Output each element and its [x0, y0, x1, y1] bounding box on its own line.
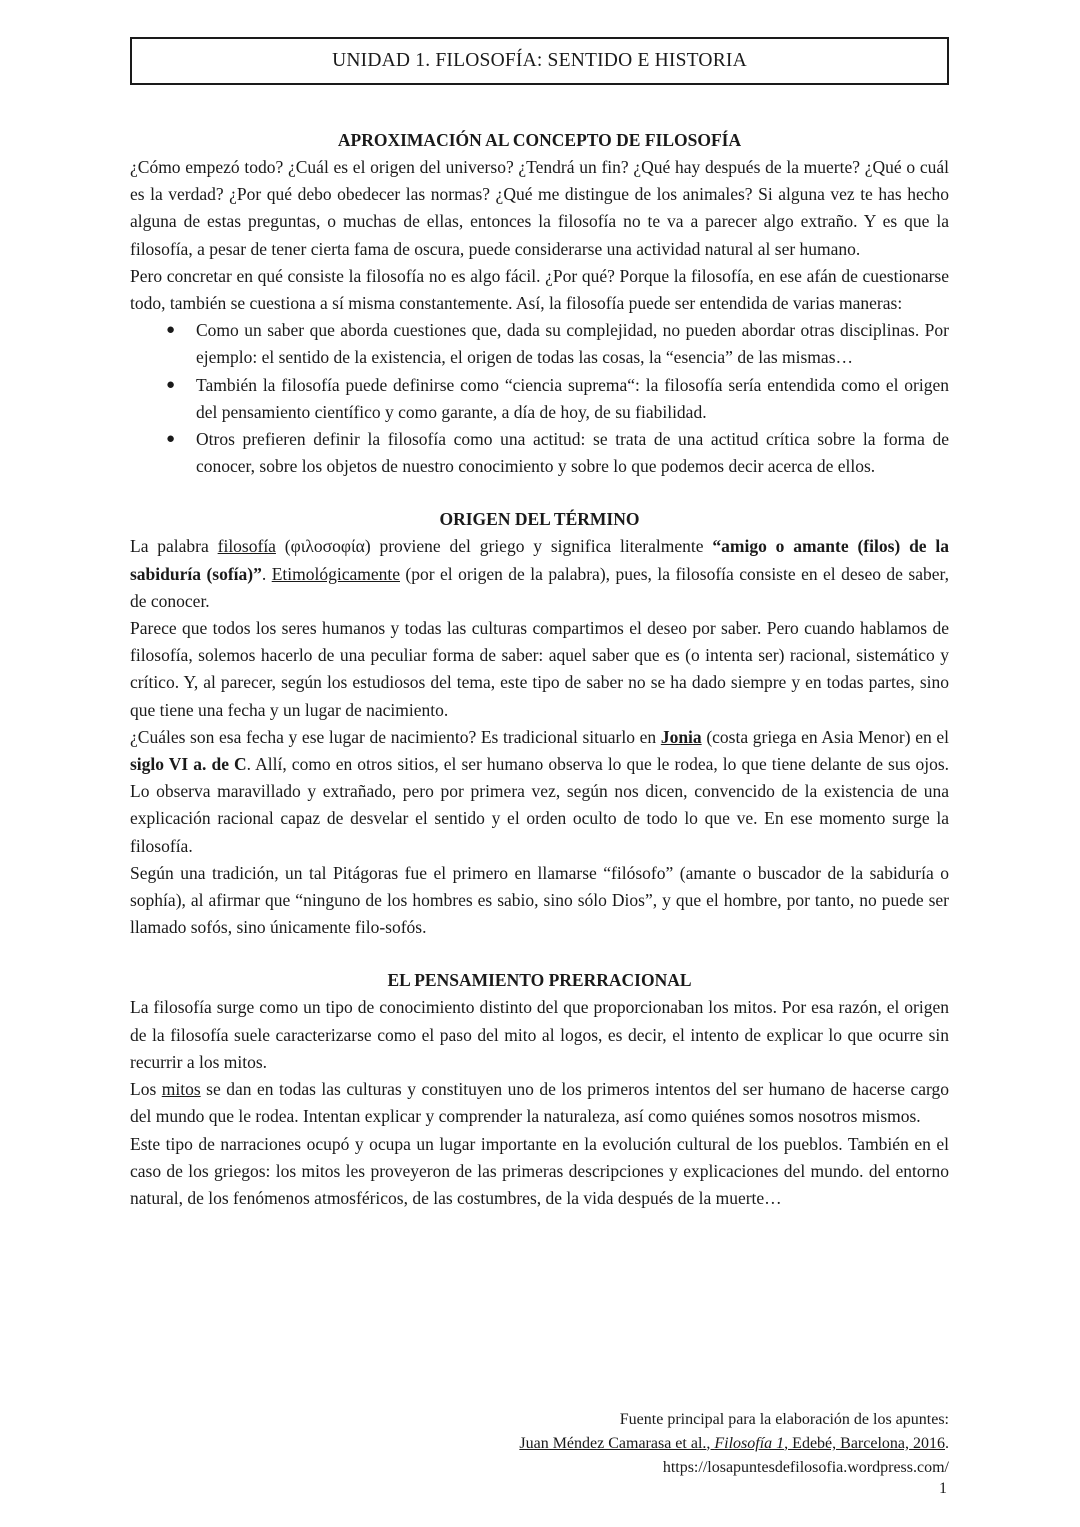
citation-separator: ,	[706, 1435, 715, 1452]
unit-title: UNIDAD 1. FILOSOFÍA: SENTIDO E HISTORIA	[332, 50, 747, 71]
paragraph: Este tipo de narraciones ocupó y ocupa un lugar importante en la evolución cultural de los pueblos. También en el caso de los griegos: los mitos les proveyeron de las primeras descripciones y explicaciones del mundo. del entorno natural, de los fenómenos atmosféricos, de las costumbres, de la vida después de la muerte…	[130, 1133, 949, 1208]
text-run: (costa griega en Asia Menor) en el	[701, 726, 949, 747]
list-item-text: Otros prefieren definir la filosofía como una actitud: se trata de una actitud crítica sobre la forma de conocer, sobre los objetos de nuestro conocimiento y sobre lo que podemos decir acerca de ellos.	[196, 429, 949, 477]
list-item	[130, 372, 949, 426]
bullet-icon: ●	[166, 322, 176, 339]
section-concept	[130, 127, 949, 480]
source-label: Fuente principal para la elaboración de los apuntes:	[619, 1411, 949, 1428]
citation-book: Filosofía 1	[714, 1435, 785, 1452]
source-footer	[519, 1408, 949, 1480]
text-run: se dan en todas las culturas y constituyen uno de los primeros intentos del ser humano de hacerse cargo del mundo que le rodea. Intentan explicar y comprender la naturaleza, así como quiénes somos nosotros mismos.	[130, 1079, 949, 1127]
page-number: 1	[939, 1480, 947, 1497]
citation-end: .	[945, 1435, 949, 1452]
unit-title-box	[130, 37, 949, 85]
text-run: .	[261, 563, 272, 584]
text-run: Los	[130, 1079, 162, 1100]
bullet-icon: ●	[166, 431, 176, 448]
bullet-icon: ●	[166, 376, 176, 393]
document-page	[130, 37, 949, 1212]
underlined-bold-term: Jonia	[660, 726, 702, 747]
paragraph: Parece que todos los seres humanos y todas las culturas compartimos el deseo por saber. Pero cuando hablamos de filosofía, solemos hacerlo de una peculiar forma de saber: aquel saber que es (o intenta ser) racional, sistemático y crítico. Y, al parecer, según los estudiosos del tema, este tipo de saber no se ha dado siempre y en todas partes, sino que tiene una fecha y un lugar de nacimiento.	[130, 618, 949, 720]
source-url: https://losapuntesdefilosofia.wordpress.com/	[662, 1459, 949, 1476]
list-item-text: Como un saber que aborda cuestiones que, dada su complejidad, no pueden abordar otras disciplinas. Por ejemplo: el sentido de la existencia, el origen de todas las cosas, la “esencia” de las mismas…	[196, 320, 949, 368]
underlined-term: mitos	[161, 1079, 201, 1100]
section-title-term-origin: ORIGEN DEL TÉRMINO	[439, 509, 640, 530]
section-title-prerational: EL PENSAMIENTO PRERRACIONAL	[387, 970, 692, 991]
list-item	[130, 317, 949, 371]
text-run: . Allí, como en otros sitios, el ser humano observa lo que le rodea, lo que tiene delante de sus ojos. Lo observa maravillado y extrañado, pero por primera vez, según nos dicen, convencido de la existencia de una explicación racional capaz de desvelar el sentido y el orden oculto de todo lo que ve. En ese momento surge la filosofía.	[130, 754, 950, 856]
paragraph	[130, 533, 949, 615]
paragraph: Pero concretar en qué consiste la filosofía no es algo fácil. ¿Por qué? Porque la filosofía, en ese afán de cuestionarse todo, también se cuestiona a sí misma constantemente. Así, la filosofía puede ser entendida de varias maneras:	[130, 265, 949, 314]
list-item-text: También la filosofía puede definirse como “ciencia suprema“: la filosofía sería entendida como el origen del pensamiento científico y como garante, a día de hoy, de su fiabilidad.	[196, 374, 949, 422]
text-run: (por el origen de la palabra), pues, la filosofía consiste en el deseo de saber, de conocer.	[130, 563, 949, 611]
paragraph	[130, 1076, 949, 1130]
text-run: ¿Cuáles son esa fecha y ese lugar de nacimiento? Es tradicional situarlo en	[130, 726, 661, 747]
section-title-concept: APROXIMACIÓN AL CONCEPTO DE FILOSOFÍA	[337, 130, 742, 150]
source-citation	[519, 1432, 949, 1456]
text-run: (φιλοσοφία) proviene del griego y significa literalmente	[275, 536, 713, 557]
underlined-term: Etimológicamente	[271, 563, 400, 584]
bold-definition: “amigo o amante (filos) de la sabiduría (sofía)”	[130, 536, 950, 584]
paragraph	[130, 724, 949, 860]
paragraph: ¿Cómo empezó todo? ¿Cuál es el origen del universo? ¿Tendrá un fin? ¿Qué hay después de la muerte? ¿Qué o cuál es la verdad? ¿Por qué debo obedecer las normas? ¿Qué me distingue de los animales? Si alguna vez te has hecho alguna de estas preguntas, o muchas de ellas, entonces la filosofía no te va a parecer algo extraño. Y es que la filosofía, a pesar de tener cierta fama de oscura, puede considerarse una actividad natural al ser humano.	[130, 157, 949, 259]
text-run: La palabra	[130, 536, 218, 557]
definitions-list	[130, 317, 949, 480]
bold-term: siglo VI a. de C	[130, 754, 247, 775]
section-term-origin	[130, 506, 949, 941]
paragraph: Según una tradición, un tal Pitágoras fue el primero en llamarse “filósofo” (amante o buscador de la sabiduría o sophía), al afirmar que “ninguno de los hombres es sabio, sino sólo Dios”, y que el hombre, por tanto, no puede ser llamado sofós, sino únicamente filo-sofós.	[130, 862, 949, 938]
list-item	[130, 426, 949, 480]
paragraph: La filosofía surge como un tipo de conocimiento distinto del que proporcionaban los mitos. Por esa razón, el origen de la filosofía suele caracterizarse como el paso del mito al logos, es decir, el intento de explicar lo que ocurre sin recurrir a los mitos.	[130, 997, 949, 1072]
section-prerational	[130, 967, 949, 1212]
underlined-term: filosofía	[217, 536, 276, 557]
citation-authors: Juan Méndez Camarasa et al.	[519, 1435, 707, 1452]
citation-publisher: , Edebé, Barcelona, 2016	[784, 1435, 945, 1452]
